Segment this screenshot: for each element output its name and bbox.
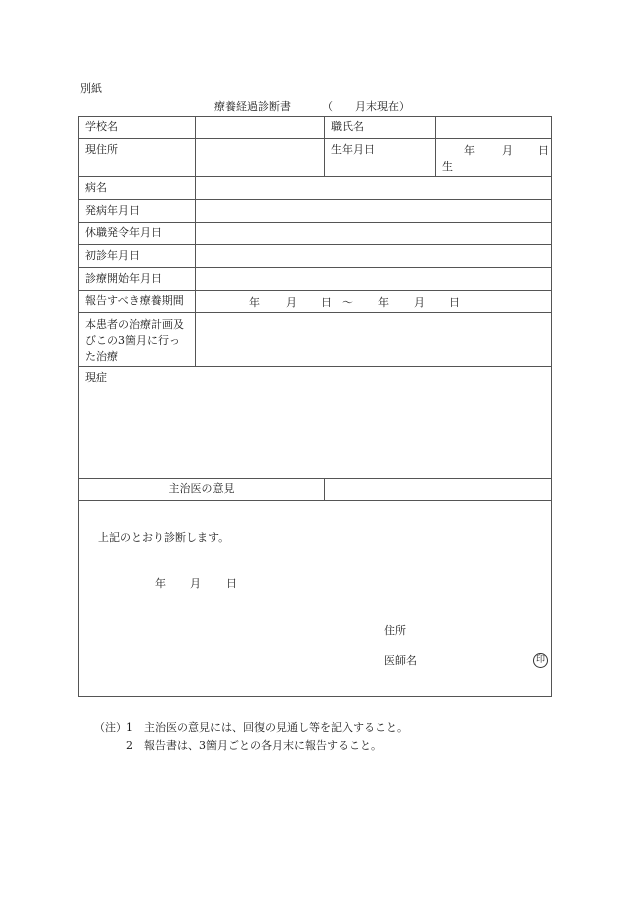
current-condition-field[interactable]	[79, 367, 552, 479]
birth-year-unit: 年	[464, 144, 475, 157]
school-name-label: 学校名	[79, 117, 196, 139]
birth-date-label: 生年月日	[325, 139, 436, 177]
birth-month-unit: 月	[502, 144, 513, 157]
doctor-name-label: 医師名	[384, 654, 417, 667]
sign-date-month: 月	[190, 577, 201, 590]
sign-date-year: 年	[155, 577, 166, 590]
form-title: 療養経過診断書	[214, 100, 291, 113]
treatment-start-date-label: 診療開始年月日	[79, 268, 196, 291]
sign-date-day: 日	[226, 577, 237, 590]
birth-suffix: 生	[442, 160, 453, 173]
attachment-label: 別紙	[80, 82, 102, 95]
staff-name-label: 職氏名	[325, 117, 436, 139]
period-tilde: ～	[342, 296, 353, 309]
note-2-number: 2	[126, 739, 133, 752]
report-period-label: 報告すべき療養期間	[79, 291, 196, 313]
note-1-text: 主治医の意見には、回復の見通し等を記入すること。	[144, 721, 408, 734]
disease-name-label: 病名	[79, 177, 196, 200]
doctor-address-label: 住所	[384, 624, 406, 637]
treatment-plan-field[interactable]	[196, 313, 552, 367]
diagnosis-form-table	[78, 116, 552, 501]
diagnosis-statement: 上記のとおり診断します。	[98, 531, 230, 544]
period-from-day: 日	[321, 296, 332, 309]
birth-day-unit: 日	[538, 144, 549, 157]
current-address-field[interactable]	[196, 139, 325, 177]
doctor-opinion-label: 主治医の意見	[79, 479, 325, 501]
treatment-plan-line2: びこの3箇月に行っ	[85, 334, 180, 347]
current-condition-label: 現症	[85, 371, 107, 384]
treatment-plan-line1: 本患者の治療計画及	[85, 318, 184, 331]
signature-block	[78, 500, 552, 697]
staff-name-field[interactable]	[436, 117, 552, 139]
period-to-day: 日	[449, 296, 460, 309]
current-address-label: 現住所	[79, 139, 196, 177]
onset-date-field[interactable]	[196, 200, 552, 223]
as-of-month: （ 月末現在）	[322, 100, 410, 113]
doctor-opinion-field[interactable]	[325, 479, 552, 501]
notes-label: （注）	[94, 721, 127, 734]
treatment-plan-line3: た治療	[85, 350, 118, 363]
first-visit-date-field[interactable]	[196, 245, 552, 268]
school-name-field[interactable]	[196, 117, 325, 139]
birth-date-field[interactable]	[436, 139, 552, 177]
period-to-year: 年	[378, 296, 389, 309]
treatment-start-date-field[interactable]	[196, 268, 552, 291]
seal-stamp: 印	[533, 653, 548, 668]
note-1-number: 1	[126, 721, 133, 734]
leave-order-date-field[interactable]	[196, 223, 552, 245]
leave-order-date-label: 休職発令年月日	[79, 223, 196, 245]
report-period-field[interactable]	[196, 291, 552, 313]
period-from-month: 月	[286, 296, 297, 309]
onset-date-label: 発病年月日	[79, 200, 196, 223]
disease-name-field[interactable]	[196, 177, 552, 200]
treatment-plan-label	[79, 313, 196, 367]
note-2-text: 報告書は、3箇月ごとの各月末に報告すること。	[144, 739, 382, 752]
period-from-year: 年	[249, 296, 260, 309]
period-to-month: 月	[414, 296, 425, 309]
first-visit-date-label: 初診年月日	[79, 245, 196, 268]
